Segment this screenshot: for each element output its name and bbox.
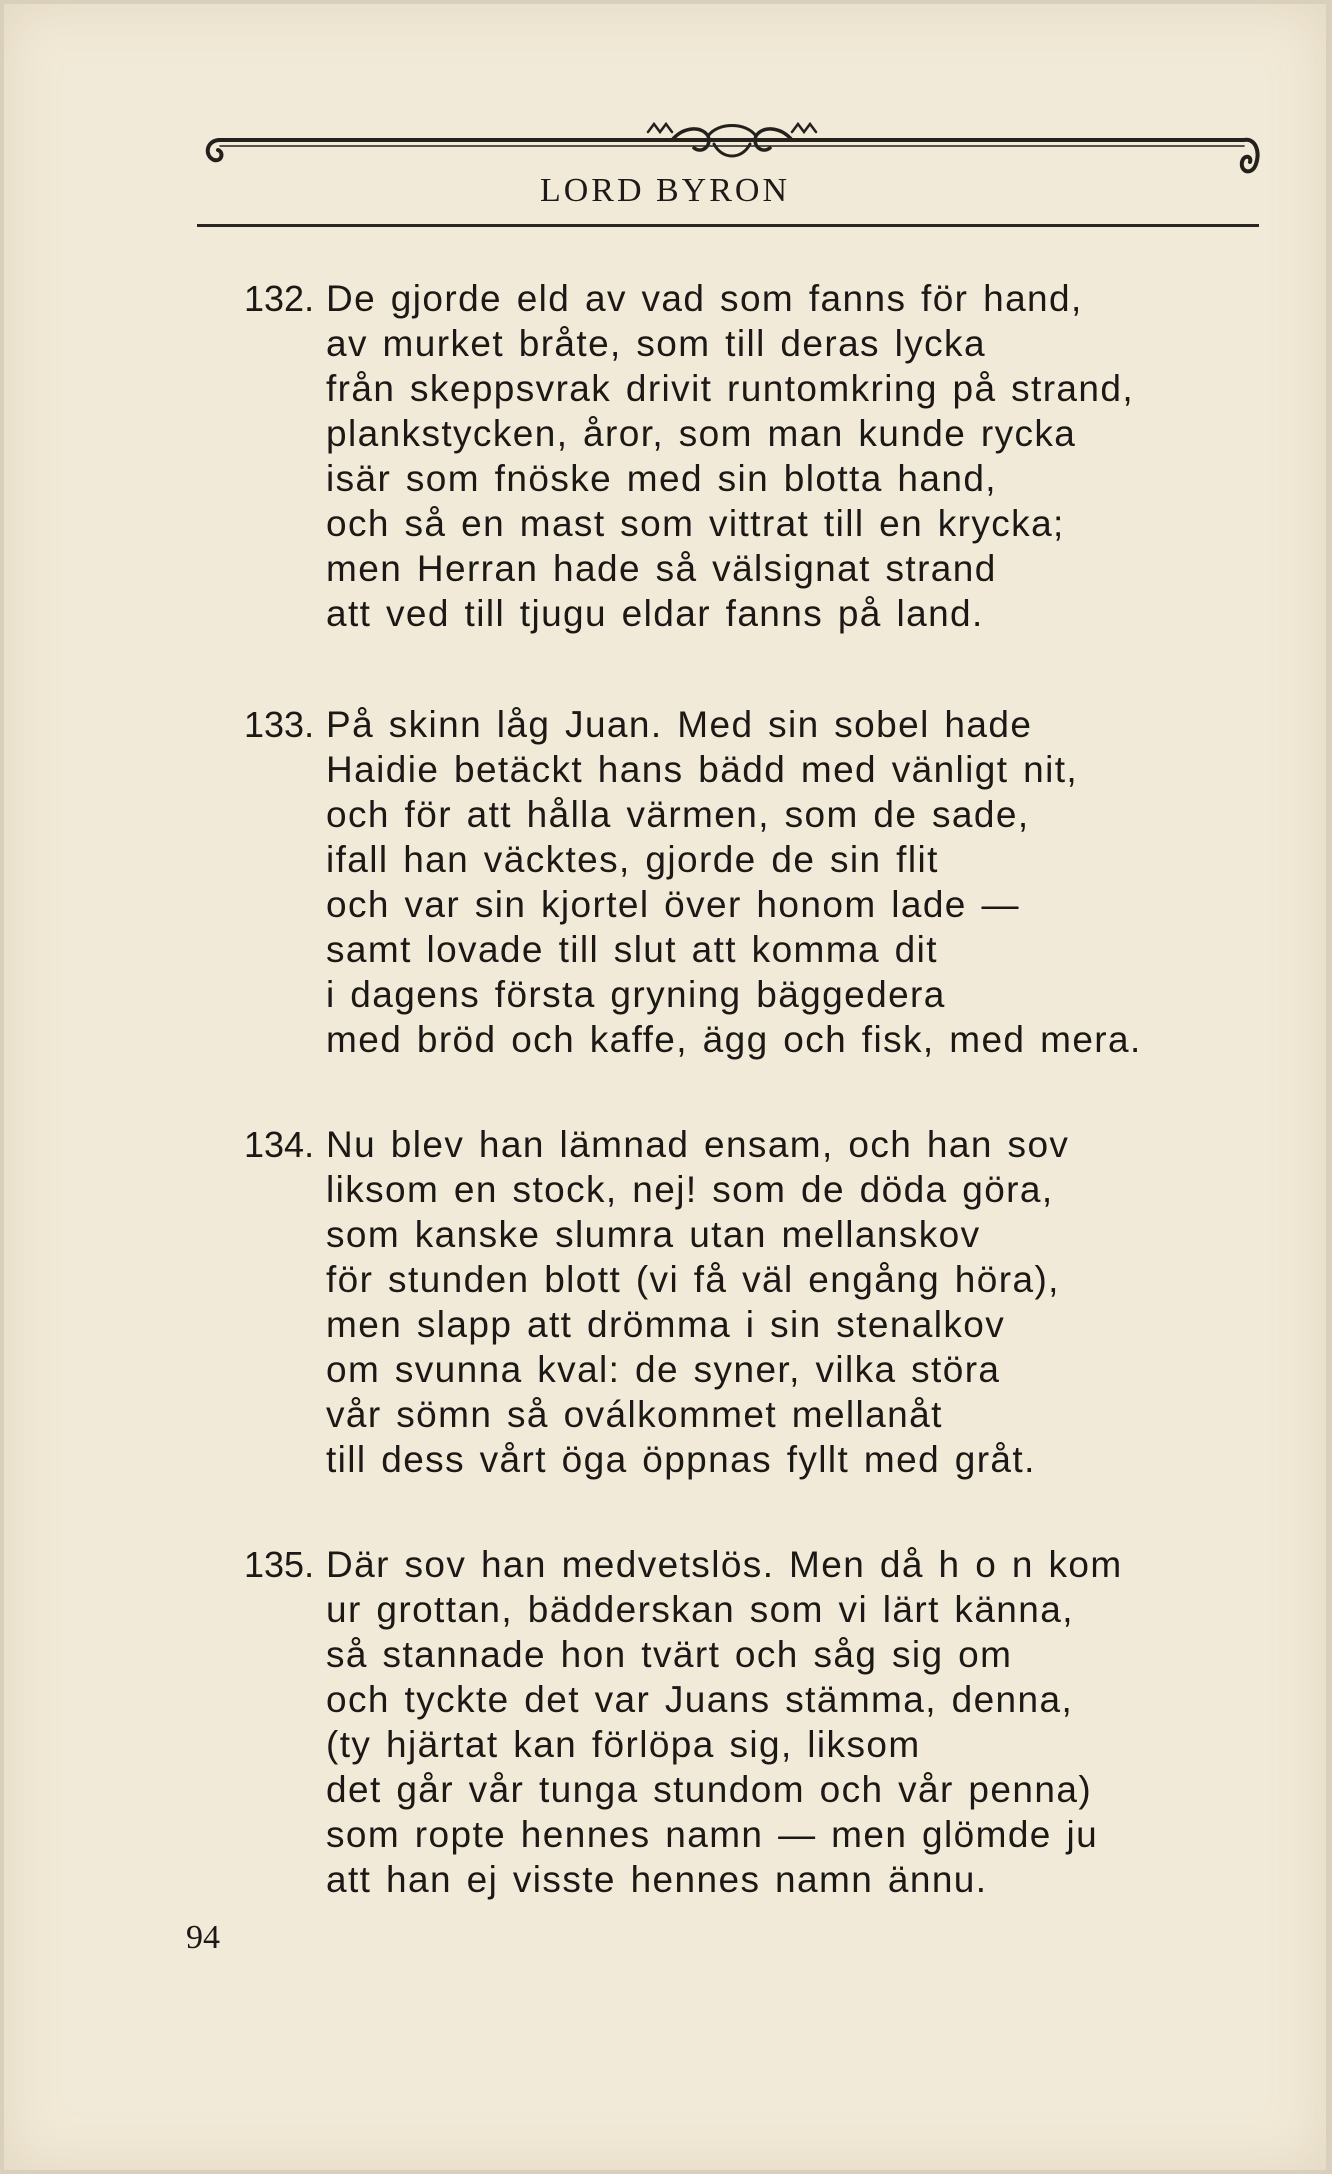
- verse-line: från skeppsvrak drivit runtomkring på strand,: [326, 368, 1135, 409]
- verse-line: så stannade hon tvärt och såg sig om: [326, 1634, 1013, 1675]
- verse-line: att ved till tjugu eldar fanns på land.: [326, 593, 984, 634]
- verse-line: Nu blev han lämnad ensam, och han sov: [326, 1124, 1070, 1165]
- verse-line: till dess vårt öga öppnas fyllt med gråt.: [326, 1439, 1036, 1480]
- verse-line: det går vår tunga stundom och vår penna): [326, 1769, 1093, 1810]
- verse-line: och var sin kjortel över honom lade —: [326, 884, 1020, 925]
- header-rule: [197, 224, 1259, 227]
- verse-line: plankstycken, åror, som man kunde rycka: [326, 413, 1077, 454]
- verse-line: i dagens första gryning bäggedera: [326, 974, 946, 1015]
- verse-line: Haidie betäckt hans bädd med vänligt nit,: [326, 749, 1079, 790]
- verse-line: och tyckte det var Juans stämma, denna,: [326, 1679, 1074, 1720]
- verse-line: av murket bråte, som till deras lycka: [326, 323, 986, 364]
- stanza-number: 132.: [244, 278, 315, 319]
- verse-line: och för att hålla värmen, som de sade,: [326, 794, 1030, 835]
- verse-line: som kanske slumra utan mellanskov: [326, 1214, 981, 1255]
- verse-line: att han ej visste hennes namn ännu.: [326, 1859, 988, 1900]
- verse-line: ur grottan, bädderskan som vi lärt känna,: [326, 1589, 1074, 1630]
- running-head: LORD BYRON: [539, 172, 791, 209]
- verse-line: ifall han väcktes, gjorde de sin flit: [326, 839, 939, 880]
- stanza-lines: [326, 276, 1134, 636]
- verse-line: På skinn låg Juan. Med sin sobel hade: [326, 704, 1033, 745]
- verse-line: om svunna kval: de syner, vilka störa: [326, 1349, 1001, 1390]
- book-page: [4, 4, 1326, 2170]
- verse-line: men slapp att drömma i sin stenalkov: [326, 1304, 1006, 1345]
- verse-line: (ty hjärtat kan förlöpa sig, liksom: [326, 1724, 921, 1765]
- verse-line: för stunden blott (vi få väl engång höra),: [326, 1259, 1060, 1300]
- verse-line: Där sov han medvetslös. Men då h o n kom: [326, 1544, 1123, 1585]
- verse-line: isär som fnöske med sin blotta hand,: [326, 458, 997, 499]
- stanza-number: 134.: [244, 1124, 315, 1165]
- verse-line: och så en mast som vittrat till en krycka;: [326, 503, 1065, 544]
- stanza-number: 135.: [244, 1544, 315, 1585]
- stanza-number: 133.: [244, 704, 315, 745]
- stanza-lines: [326, 1542, 1123, 1902]
- verse-line: vår sömn så oválkommet mellanåt: [326, 1394, 943, 1435]
- page-number: 94: [186, 1919, 220, 1956]
- stanza-lines: [326, 702, 1142, 1062]
- verse-line: men Herran hade så välsignat strand: [326, 548, 997, 589]
- verse-line: De gjorde eld av vad som fanns för hand,: [326, 278, 1083, 319]
- verse-line: som ropte hennes namn — men glömde ju: [326, 1814, 1099, 1855]
- verse-line: med bröd och kaffe, ägg och fisk, med mera.: [326, 1019, 1142, 1060]
- stanza-lines: [326, 1122, 1069, 1482]
- verse-line: liksom en stock, nej! som de döda göra,: [326, 1169, 1054, 1210]
- verse-line: samt lovade till slut att komma dit: [326, 929, 938, 970]
